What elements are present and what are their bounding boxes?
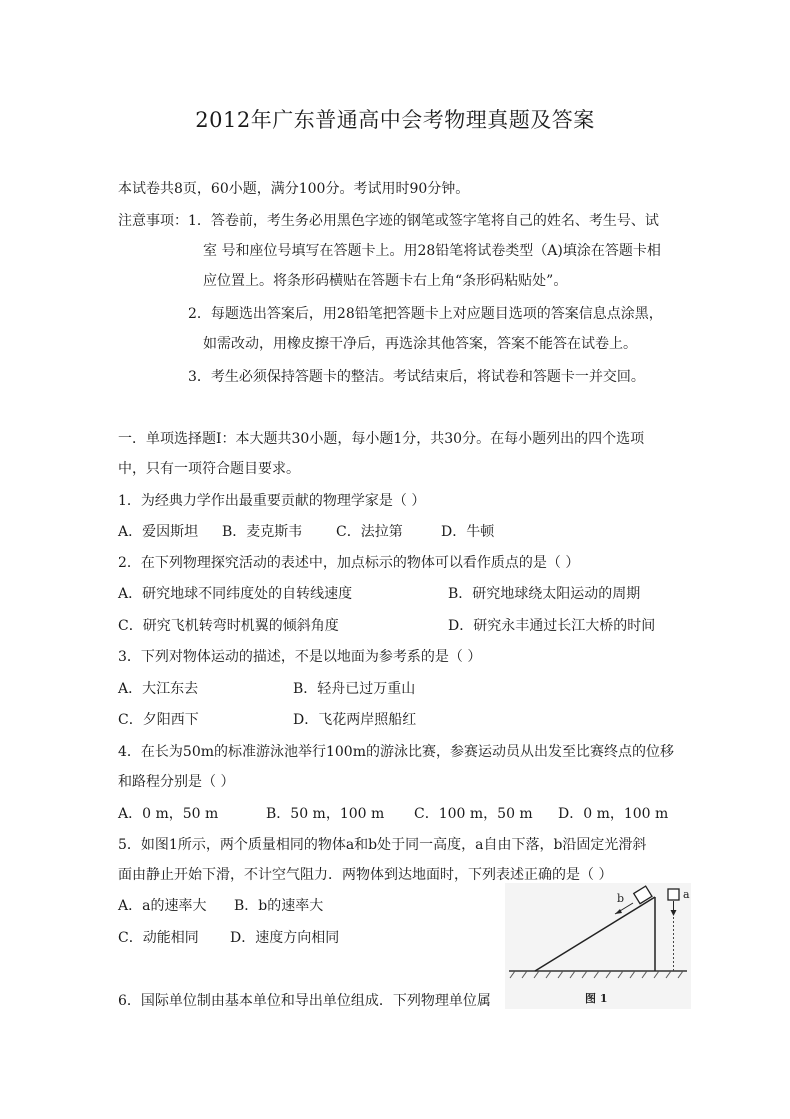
- question-5-stem-line-1: 5．如图1所示，两个质量相同的物体a和b处于同一高度，a自由下落，b沿固定光滑斜: [118, 837, 647, 853]
- notice-item-2-line-1: 2．每题选出答案后，用28铅笔把答题卡上对应题目选项的答案信息点涂黑，: [188, 306, 663, 322]
- notice-item-3: 3．考生必须保持答题卡的整洁。考试结束后，将试卷和答题卡一并交回。: [188, 369, 645, 385]
- question-5-option-d: D．速度方向相同: [230, 930, 340, 946]
- notice-label: 注意事项：: [118, 213, 188, 229]
- question-2-option-d: D．研究永丰通过长江大桥的时间: [448, 618, 656, 634]
- label-b: b: [617, 892, 625, 905]
- notice-item-2-line-2: 如需改动，用橡皮擦干净后，再选涂其他答案，答案不能答在试卷上。: [203, 336, 637, 352]
- incline-diagram: [505, 883, 691, 1009]
- page-title: 2012年广东普通高中会考物理真题及答案: [195, 108, 595, 132]
- question-1-option-c: C．法拉第: [336, 524, 403, 540]
- question-1-option-d: D．牛顿: [441, 524, 495, 540]
- question-4-option-a: A．0 m，50 m: [118, 806, 219, 822]
- question-4-option-d: D．0 m，100 m: [558, 806, 669, 822]
- question-5-stem-line-2: 面由静止开始下滑，不计空气阻力．两物体到达地面时，下列表述正确的是（ ）: [118, 867, 613, 883]
- question-2-option-c: C．研究飞机转弯时机翼的倾斜角度: [118, 618, 339, 634]
- notice-item-1-line-2: 室 号和座位号填写在答题卡上。用28铅笔将试卷类型（A)填涂在答题卡相: [203, 243, 661, 259]
- notice-item-1-line-1: 1．答卷前，考生务必用黑色字迹的钢笔或签字笔将自己的姓名、考生号、试: [188, 213, 659, 229]
- question-4-stem-line-1: 4．在长为50m的标准游泳池举行100m的游泳比赛，参赛运动员从出发至比赛终点的位移: [118, 744, 674, 760]
- section-heading-line-1: 一．单项选择题Ⅰ：本大题共30小题，每小题1分，共30分。在每小题列出的四个选项: [118, 431, 645, 447]
- question-3-option-b: B．轻舟已过万重山: [293, 681, 416, 697]
- question-1-option-a: A．爱因斯坦: [118, 524, 199, 540]
- intro-text: 本试卷共8页，60小题，满分100分。考试用时90分钟。: [118, 181, 470, 197]
- figure-background: [505, 883, 691, 1009]
- question-2-stem: 2．在下列物理探究活动的表述中，加点标示的物体可以看作质点的是（ ）: [118, 555, 580, 571]
- question-4-option-c: C．100 m，50 m: [414, 806, 533, 822]
- question-5-option-c: C．动能相同: [118, 930, 199, 946]
- block-a: [668, 889, 679, 900]
- question-2-option-b: B．研究地球绕太阳运动的周期: [448, 586, 641, 602]
- question-3-stem: 3．下列对物体运动的描述，不是以地面为参考系的是（ ）: [118, 649, 482, 665]
- figure-caption: 图 1: [585, 992, 608, 1005]
- label-a: a: [683, 888, 690, 901]
- question-5-option-b: B．b的速率大: [234, 898, 324, 914]
- question-4-option-b: B．50 m，100 m: [266, 806, 385, 822]
- figure-1-incline: [505, 883, 691, 1009]
- question-2-option-a: A．研究地球不同纬度处的自转线速度: [118, 586, 353, 602]
- question-3-option-d: D．飞花两岸照船红: [293, 712, 417, 728]
- question-3-option-c: C．夕阳西下: [118, 712, 199, 728]
- question-1-option-b: B．麦克斯韦: [222, 524, 303, 540]
- question-6-stem: 6．国际单位制由基本单位和导出单位组成．下列物理单位属: [118, 993, 491, 1009]
- question-1-stem: 1．为经典力学作出最重要贡献的物理学家是（ ）: [118, 493, 426, 509]
- notice-item-1-line-3: 应位置上。将条形码横贴在答题卡右上角“条形码粘贴处”。: [203, 273, 568, 289]
- question-5-option-a: A．a的速率大: [118, 898, 207, 914]
- question-4-stem-line-2: 和路程分别是（ ）: [118, 774, 235, 790]
- question-3-option-a: A．大江东去: [118, 681, 199, 697]
- section-heading-line-2: 中，只有一项符合题目要求。: [118, 461, 300, 477]
